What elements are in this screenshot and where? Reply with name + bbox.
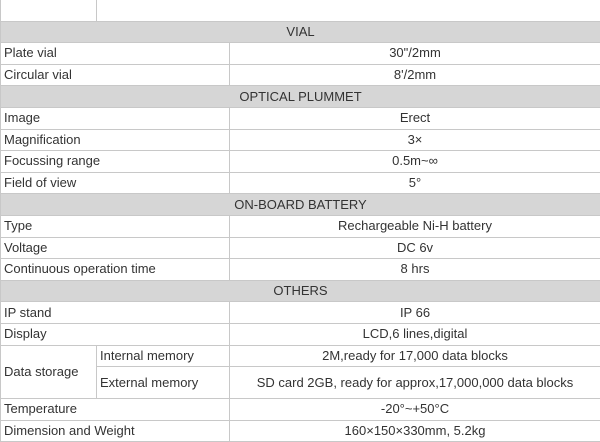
spec-value: DC 6v [230, 237, 600, 259]
table-row [1, 302, 600, 324]
section-title: ON-BOARD BATTERY [1, 194, 600, 216]
spec-value: 8 hrs [230, 259, 600, 281]
section-title: OPTICAL PLUMMET [1, 86, 600, 108]
spec-value: 8'/2mm [230, 64, 600, 86]
spec-sublabel: External memory [97, 367, 230, 399]
data-storage-label: Data storage [1, 345, 97, 399]
spec-value: 3× [230, 129, 600, 151]
table-row [1, 259, 600, 281]
table-row [1, 420, 600, 442]
spec-label: Image [1, 107, 230, 129]
spec-label: Magnification [1, 129, 230, 151]
table-row [1, 237, 600, 259]
section-header-row [1, 280, 600, 302]
table-row [1, 64, 600, 86]
spec-value: Erect [230, 107, 600, 129]
section-title: VIAL [1, 21, 600, 43]
spec-value: Rechargeable Ni-H battery [230, 215, 600, 237]
spec-value: LCD,6 lines,digital [230, 323, 600, 345]
section-title: OTHERS [1, 280, 600, 302]
section-header-row [1, 21, 600, 43]
spec-sublabel: Internal memory [97, 345, 230, 367]
spec-label: Focussing range [1, 151, 230, 173]
spec-label: Voltage [1, 237, 230, 259]
spec-label: Dimension and Weight [1, 420, 230, 442]
section-header-row [1, 194, 600, 216]
table-row [1, 129, 600, 151]
spec-value: 30"/2mm [230, 43, 600, 65]
table-row [1, 399, 600, 421]
spec-label: Plate vial [1, 43, 230, 65]
table-row [1, 43, 600, 65]
spec-value: 2M,ready for 17,000 data blocks [230, 345, 600, 367]
spec-value: SD card 2GB, ready for approx,17,000,000 data blocks [230, 367, 600, 399]
spec-label: IP stand [1, 302, 230, 324]
spec-label: Field of view [1, 172, 230, 194]
spec-value: IP 66 [230, 302, 600, 324]
table-cell [1, 0, 97, 21]
section-header-row [1, 86, 600, 108]
spec-value: -20°~+50°C [230, 399, 600, 421]
table-row [1, 151, 600, 173]
table-cell [97, 0, 600, 21]
spec-value: 5° [230, 172, 600, 194]
table-row [1, 107, 600, 129]
spec-label: Display [1, 323, 230, 345]
table-row [1, 172, 600, 194]
spec-label: Circular vial [1, 64, 230, 86]
spec-label: Continuous operation time [1, 259, 230, 281]
table-row [1, 215, 600, 237]
spec-label: Type [1, 215, 230, 237]
table-row [1, 323, 600, 345]
spec-value: 0.5m~∞ [230, 151, 600, 173]
table-row [1, 0, 600, 21]
table-row [1, 345, 600, 367]
spec-label: Temperature [1, 399, 230, 421]
spec-value: 160×150×330mm, 5.2kg [230, 420, 600, 442]
